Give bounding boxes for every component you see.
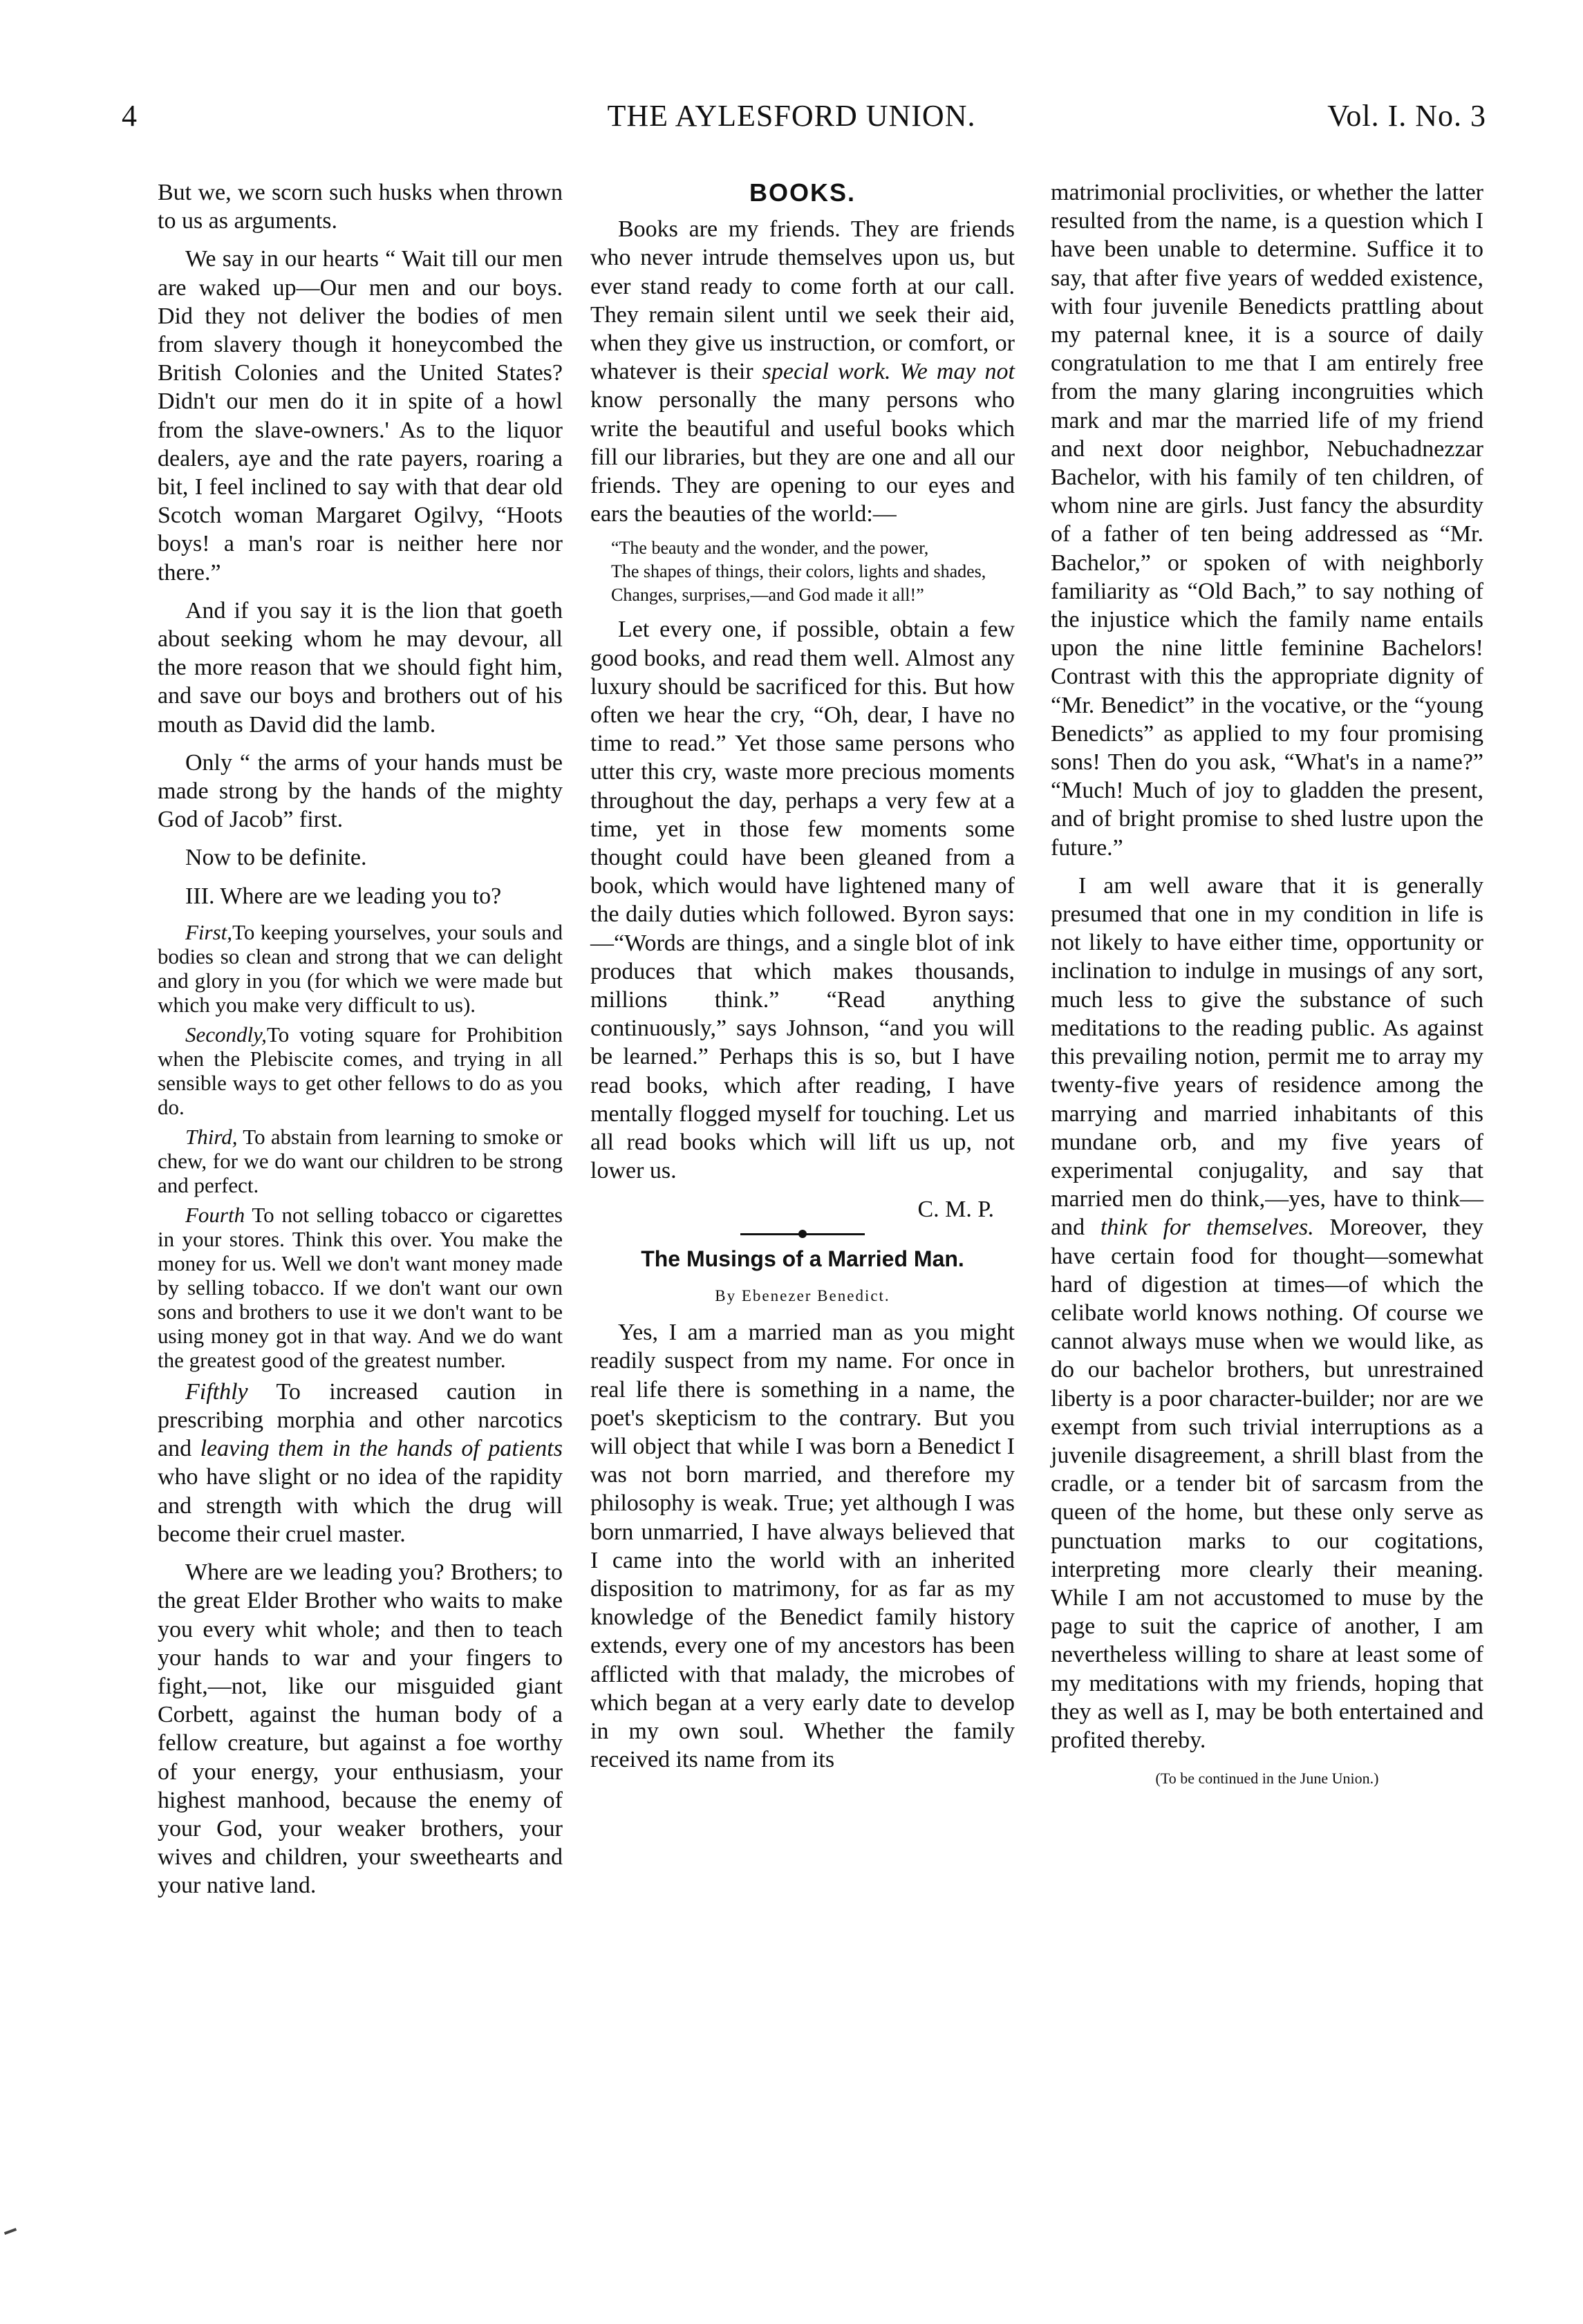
- volume-number: Vol. I. No. 3: [1327, 99, 1486, 133]
- list-text: To voting square for Prohibition when the Plebiscite comes, and trying in all sensible ways to get other fellows to do as you do.: [158, 1022, 563, 1119]
- page-header: [0, 98, 1583, 140]
- margin-mark: [4, 2228, 17, 2235]
- paragraph: Yes, I am a married man as you might readily suspect from my name. For once in real life there is something in a name, the poet's skepticism to the contrary. But you will object that while I was born a Benedict I was not born married, and therefore my philosophy is weak. True; yet although I was born unmarried, I have always believed that I came into the world with an inherited disposition to matrimony, for as far as my knowledge of the Benedict family history extends, every one of my ancestors has been afflicted with that malady, the microbes of which began at a very early date to develop in my own soul. Whether the family received its name from its: [590, 1320, 1015, 1773]
- paragraph-text: know personally the many persons who write the beautiful and useful books which fill our libraries, but they are one and all our friends. They are opening to our eyes and ears the beauties of the world:—: [590, 387, 1015, 527]
- paragraph: But we, we scorn such husks when thrown to us as arguments.: [158, 180, 563, 234]
- list-text: To not selling tobacco or cigarettes in your stores. Think this over. You make the money for us. Well we don't want money made by selling tobacco. If we don't want our own sons and brothers to use it we don't want to be using money got in that way. And we do want the greatest good of the greatest number.: [158, 1202, 563, 1372]
- paragraph-text: Moreover, they have certain food for thought—somewhat hard of digestion at times—of which the celibate world knows nothing. Of course we cannot always muse when we would like, as do our bachelor brothers, but unrestrained liberty is a poor character-builder; nor are we exempt from such trivial interruptions as a juvenile disagreement, a shrill blast from the cradle, or a tender bit of sarcasm from the queen of the home, but these only serve as punctuation marks to our cogitations, interpreting more clearly their meaning. While I am not accustomed to muse by the page to suit the caprice of another, I am nevertheless willing to share at least some of my meditations with my friends, hoping that they as well as I, may be both entertained and profited thereby.: [1051, 1215, 1484, 1753]
- continued-notice: (To be continued in the June Union.): [1155, 1770, 1379, 1788]
- poem-line: “The beauty and the wonder, and the power,: [611, 538, 929, 559]
- paragraph-text: I am well aware that it is generally presumed that one in my condition in life is not likely to have either time, opportunity or inclination to indulge in musings of any sort, much less to give the substance of such meditations to the reading public. As against this prevailing notion, permit me to array my twenty-five years of residence among the marrying and married inhabitants of this mundane orb, and my five years of experimental conjugality, and say that married men do think,—yes, have to think—and: [1051, 872, 1483, 1241]
- paragraph: [590, 215, 1015, 528]
- paragraph: [1051, 872, 1483, 1754]
- poem-line: Changes, surprises,—and God made it all!”: [611, 585, 924, 606]
- paragraph-text-italic: think for themselves.: [1100, 1215, 1314, 1241]
- author-signature: C. M. P.: [917, 1196, 994, 1222]
- column-middle: [590, 178, 1015, 1783]
- list-item-second: [158, 1022, 563, 1119]
- page-number: 4: [122, 99, 138, 133]
- list-label: Fourth: [185, 1202, 245, 1227]
- newspaper-title: THE AYLESFORD UNION.: [607, 99, 976, 133]
- list-text: To increased caution in prescribing morphia and other narcotics and: [158, 1378, 563, 1462]
- signature-line: [590, 1195, 1015, 1224]
- poem-line: The shapes of things, their colors, lights and shades,: [611, 561, 986, 582]
- list-label: Fifthly: [185, 1378, 248, 1405]
- list-item-third: [158, 1125, 563, 1197]
- paragraph: matrimonial proclivities, or whether the latter resulted from the name, is a question which I have been unable to determine. Suffice it to say, that after five years of wedded existence, with four juvenile Benedicts prattling about my paternal knee, it is a source of daily congratulation to me that I am entirely free from the many glaring incongruities which mark and mar the married life of my friend and next door neighbor, Nebuchadnezzar Bachelor, with his family of ten children, of whom nine are girls. Just fancy the absurdity of a father of ten being addressed as “Mr. Bachelor,” or spoken of with neighborly familiarity as “Old Bach,” to say nothing of the injustice which the family name entails upon the nine little feminine Bachelors! Contrast with this the appropriate dignity of “Mr. Benedict” in the vocative, or the “young Benedicts” as applied to my four promising sons! Then do you ask, “What's in a name?” “Much! Much of joy to gladden the present, and of bright promise to shed lustre upon the future.”: [1051, 180, 1483, 861]
- paragraph: Now to be definite.: [185, 845, 367, 871]
- list-item-fifth: [158, 1378, 563, 1548]
- list-text: To abstain from learning to smoke or chew, for we do want our children to be strong and perfect.: [158, 1124, 563, 1197]
- books-heading: BOOKS.: [749, 178, 856, 207]
- paragraph-text-italic: special work. We may not: [762, 359, 1015, 385]
- list-item-fourth: [158, 1203, 563, 1372]
- poem-quote: [590, 538, 1015, 606]
- paragraph: We say in our hearts “ Wait till our men are waked up—Our men and our boys. Did they not deliver the bodies of men from slavery though it honeycombed the British Colonies and the United States? Didn't our men do it in spite of a howl from the slave-owners.' As to the liquor dealers, aye and the rate payers, roaring a bit, I feel inclined to say with that dear old Scotch woman Margaret Ogilvy, “Hoots boys! a man's roar is neither here nor there.”: [158, 246, 563, 585]
- section-divider: [740, 1233, 865, 1235]
- paragraph: Where are we leading you? Brothers; to the great Elder Brother who waits to make you every whit whole; and then to teach your hands to war and your fingers to fight,—not, like our misguided giant Corbett, against the human body of a fellow creature, but against a foe worthy of your energy, your enthusiasm, your highest manhood, because the enemy of your God, your weaker brothers, your wives and children, your sweethearts and your native land.: [158, 1559, 563, 1899]
- list-label: Third,: [185, 1124, 238, 1149]
- byline: By Ebenezer Benedict.: [715, 1286, 890, 1304]
- list-label: First,: [185, 919, 233, 944]
- paragraph-text: Books are my friends. They are friends who never intrude themselves upon us, but ever stand ready to come forth at our call. They remain silent until we seek their aid, when they give us instruction, or comfort, or whatever is their: [590, 216, 1015, 385]
- list-text-italic: leaving them in the hands of patients: [200, 1436, 563, 1462]
- list-text: To keeping yourselves, your souls and bodies so clean and strong that we can delight and glory in you (for which we were made but which you make very difficult to us).: [158, 919, 563, 1017]
- list-label: Secondly,: [185, 1022, 267, 1047]
- paragraph: Let every one, if possible, obtain a few good books, and read them well. Almost any luxury should be sacrificed for this. But how often we hear the cry, “Oh, dear, I have no time to read.” Yet those same persons who utter this cry, waste more precious moments throughout the day, perhaps a very few at a time, yet in those few moments some thought could have been gleaned from a book, which would have lightened many of the daily duties which followed. Byron says:—“Words are things, and a single blot of ink produces that which makes thousands, millions think.” “Read anything continuously,” says Johnson, “and you will be learned.” Perhaps this is so, but I have read books, which after reading, I have mentally flogged myself for touching. Let us all read books which will lift us up, not lower us.: [590, 617, 1015, 1184]
- paragraph: Only “ the arms of your hands must be made strong by the hands of the mighty God of Jacob” first.: [158, 749, 563, 833]
- paragraph: And if you say it is the lion that goeth about seeking whom he may devour, all the more reason that we should fight him, and save our boys and brothers out of his mouth as David did the lamb.: [158, 597, 563, 738]
- list-item-first: [158, 920, 563, 1017]
- paragraph: III. Where are we leading you to?: [185, 883, 502, 909]
- column-right: [1051, 178, 1483, 1792]
- column-left: [158, 178, 563, 1910]
- musings-heading: The Musings of a Married Man.: [641, 1246, 964, 1271]
- list-text: who have slight or no idea of the rapidity and strength with which the drug will become their cruel master.: [158, 1464, 563, 1547]
